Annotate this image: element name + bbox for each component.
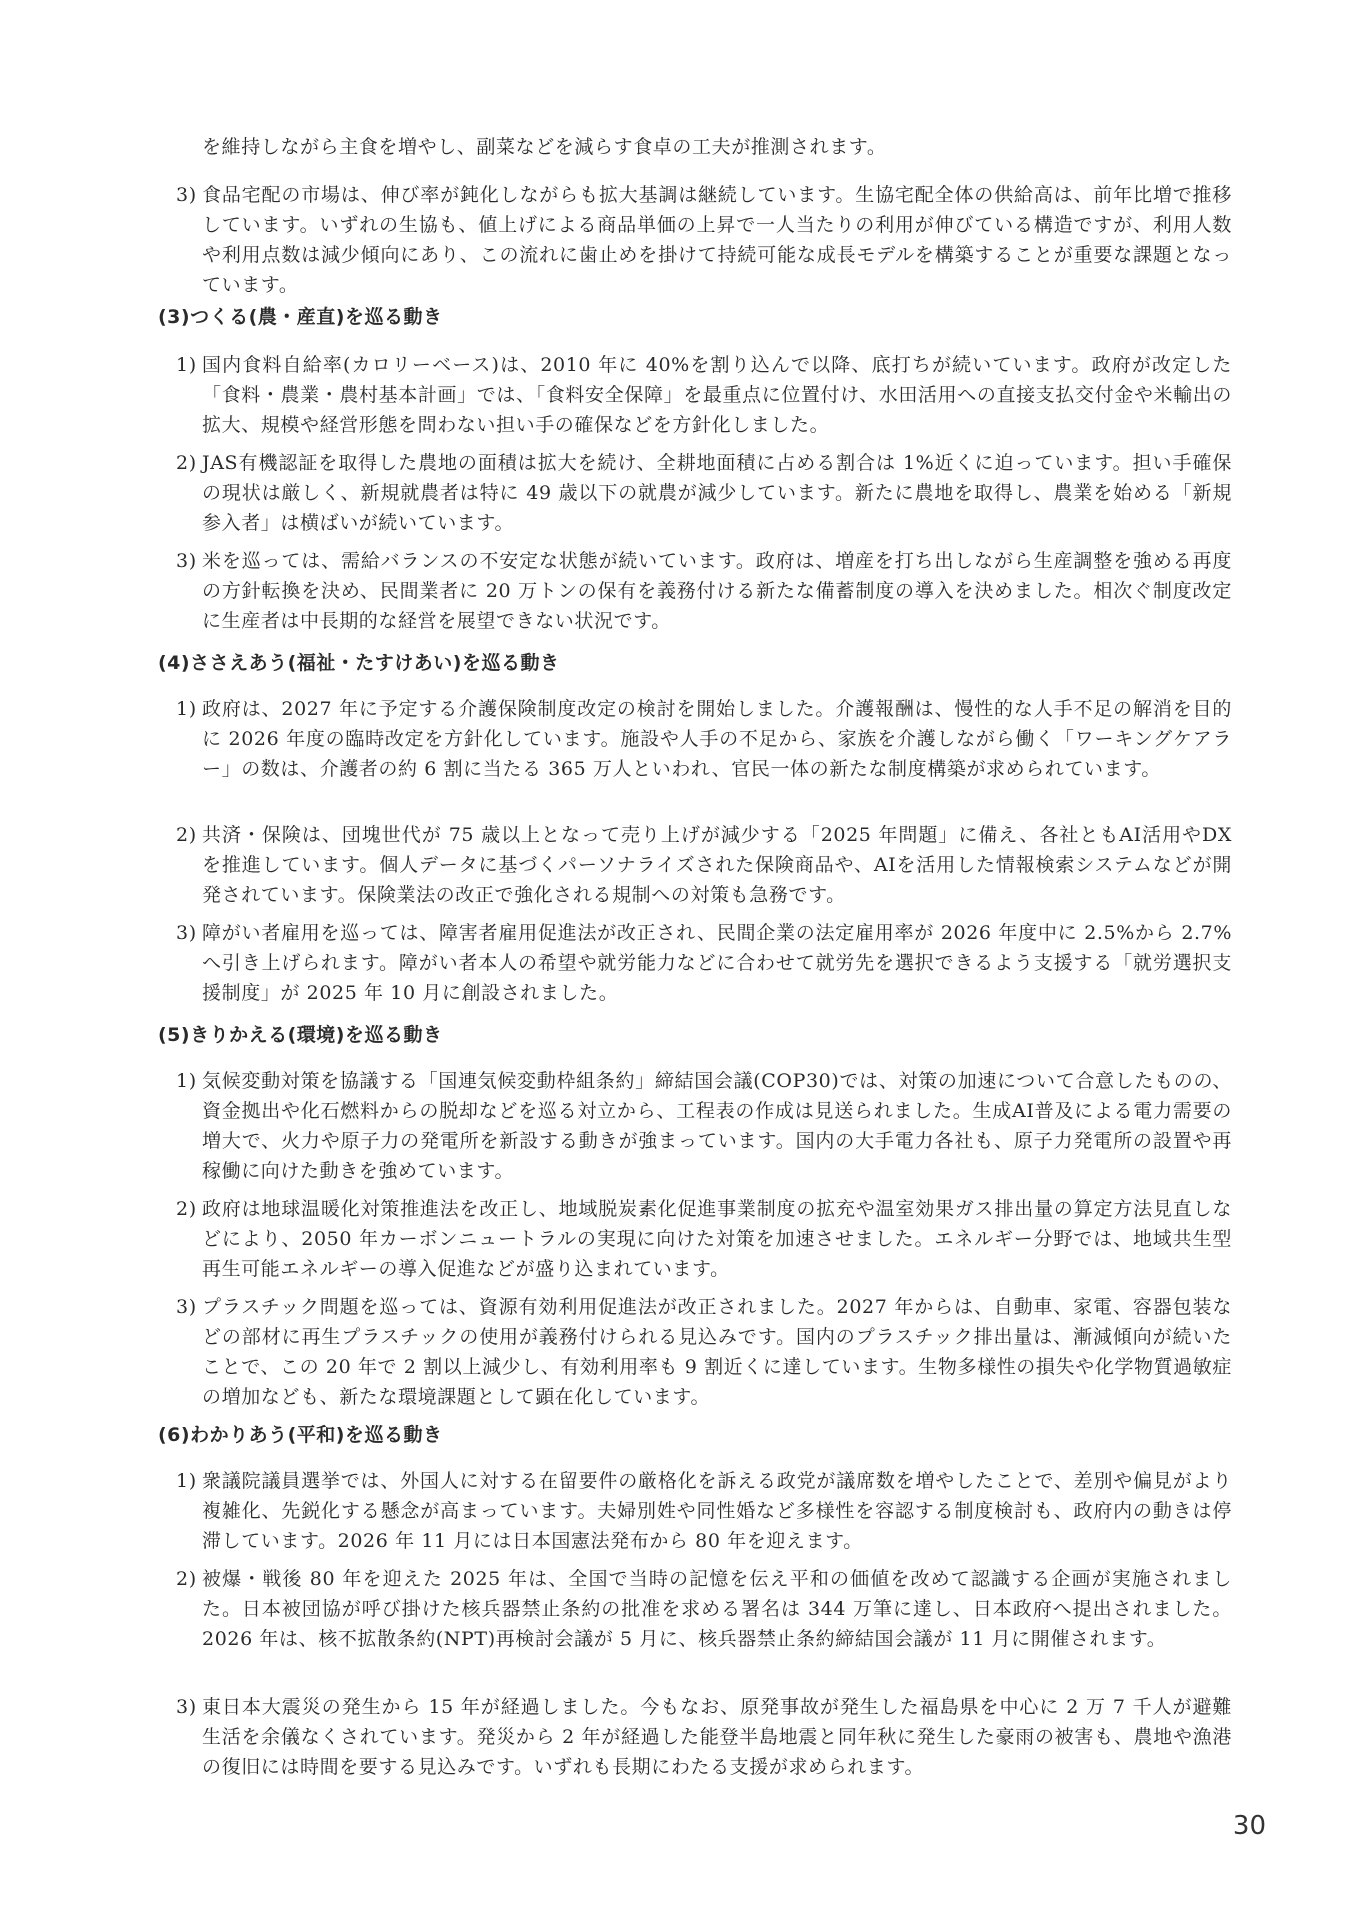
list-item-5-3 xyxy=(176,1292,1232,1412)
item-text: 政府は、2027 年に予定する介護保険制度改定の検討を開始しました。介護報酬は、慢性的な人手不足の解消を目的に 2026 年度の臨時改定を方針化しています。施設や人手の不足から、家族を介護しながら働く「ワーキングケアラー」の数は、介護者の約 6 割に当たる 365 万人といわれ、官民一体の新たな制度構築が求められています。 xyxy=(202,698,1232,780)
item-text: 国内食料自給率(カロリーベース)は、2010 年に 40%を割り込んで以降、底打ちが続いています。政府が改定した「食料・農業・農村基本計画」では、「食料安全保障」を最重点に位置付け、水田活用への直接支払交付金や米輸出の拡大、規模や経営形態を問わない担い手の確保などを方針化しました。 xyxy=(202,354,1232,436)
item-text: 被爆・戦後 80 年を迎えた 2025 年は、全国で当時の記憶を伝え平和の価値を改めて認識する企画が実施されました。日本被団協が呼び掛けた核兵器禁止条約の批准を求める署名は 344 万筆に達し、日本政府へ提出されました。2026 年は、核不拡散条約(NPT)再検討会議が 5 月に、核兵器禁止条約締結国会議が 11 月に開催されます。 xyxy=(202,1568,1232,1650)
item-text: 東日本大震災の発生から 15 年が経過しました。今もなお、原発事故が発生した福島県を中心に 2 万 7 千人が避難生活を余儀なくされています。発災から 2 年が経過した能登半島地震と同年秋に発生した豪雨の被害も、農地や漁港の復旧には時間を要する見込みです。いずれも長期にわたる支援が求められます。 xyxy=(202,1696,1232,1778)
item-number: 3) xyxy=(176,1696,197,1718)
item-number: 3) xyxy=(176,922,197,944)
item-text: 衆議院議員選挙では、外国人に対する在留要件の厳格化を訴える政党が議席数を増やしたことで、差別や偏見がより複雑化、先鋭化する懸念が高まっています。夫婦別姓や同性婚など多様性を容認する制度検討も、政府内の動きは停滞しています。2026 年 11 月には日本国憲法発布から 80 年を迎えます。 xyxy=(202,1470,1232,1552)
item-text: 共済・保険は、団塊世代が 75 歳以上となって売り上げが減少する「2025 年問題」に備え、各社ともAI活用やDXを推進しています。個人データに基づくパーソナライズされた保険商品や、AIを活用した情報検索システムなどが開発されています。保険業法の改正で強化される規制への対策も急務です。 xyxy=(202,824,1232,906)
list-item-4-1 xyxy=(176,694,1232,784)
list-item-4-2 xyxy=(176,820,1232,910)
item-number: 2) xyxy=(176,1568,197,1590)
list-item-3-1 xyxy=(176,350,1232,440)
item-number: 1) xyxy=(176,1470,197,1492)
list-item-6-2 xyxy=(176,1564,1232,1654)
section-heading-4: (4)ささえあう(福祉・たすけあい)を巡る動き xyxy=(158,652,560,674)
item-number: 1) xyxy=(176,354,197,376)
list-item-3-2 xyxy=(176,448,1232,538)
item-number: 2) xyxy=(176,824,197,846)
list-item-5-2 xyxy=(176,1194,1232,1284)
item-text: 米を巡っては、需給バランスの不安定な状態が続いています。政府は、増産を打ち出しながら生産調整を強める再度の方針転換を決め、民間業者に 20 万トンの保有を義務付ける新たな備蓄制度の導入を決めました。相次ぐ制度改定に生産者は中長期的な経営を展望できない状況です。 xyxy=(202,550,1232,632)
item-number: 1) xyxy=(176,698,197,720)
item-text: プラスチック問題を巡っては、資源有効利用促進法が改正されました。2027 年からは、自動車、家電、容器包装などの部材に再生プラスチックの使用が義務付けられる見込みです。国内のプラスチック排出量は、漸減傾向が続いたことで、この 20 年で 2 割以上減少し、有効利用率も 9 割近くに達しています。生物多様性の損失や化学物質過敏症の増加なども、新たな環境課題として顕在化しています。 xyxy=(202,1296,1232,1408)
list-item-intro-3 xyxy=(176,180,1232,300)
section-heading-6: (6)わかりあう(平和)を巡る動き xyxy=(158,1424,443,1446)
list-item-5-1 xyxy=(176,1066,1232,1186)
list-item-6-3 xyxy=(176,1692,1232,1782)
page-number: 30 xyxy=(1232,1811,1266,1841)
item-text: 政府は地球温暖化対策推進法を改正し、地域脱炭素化促進事業制度の拡充や温室効果ガス排出量の算定方法見直しなどにより、2050 年カーボンニュートラルの実現に向けた対策を加速させました。エネルギー分野では、地域共生型再生可能エネルギーの導入促進などが盛り込まれています。 xyxy=(202,1198,1232,1280)
item-text: JAS有機認証を取得した農地の面積は拡大を続け、全耕地面積に占める割合は 1%近くに迫っています。担い手確保の現状は厳しく、新規就農者は特に 49 歳以下の就農が減少しています。新たに農地を取得し、農業を始める「新規参入者」は横ばいが続いています。 xyxy=(202,452,1232,534)
item-number: 3) xyxy=(176,184,197,206)
item-text: 食品宅配の市場は、伸び率が鈍化しながらも拡大基調は継続しています。生協宅配全体の供給高は、前年比増で推移しています。いずれの生協も、値上げによる商品単価の上昇で一人当たりの利用が伸びている構造ですが、利用人数や利用点数は減少傾向にあり、この流れに歯止めを掛けて持続可能な成長モデルを構築することが重要な課題となっています。 xyxy=(202,184,1232,296)
list-item-3-3 xyxy=(176,546,1232,636)
intro-paragraph: を維持しながら主食を増やし、副菜などを減らす食卓の工夫が推測されます。 xyxy=(202,136,887,158)
list-item-4-3 xyxy=(176,918,1232,1008)
section-heading-3: (3)つくる(農・産直)を巡る動き xyxy=(158,306,443,328)
item-text: 気候変動対策を協議する「国連気候変動枠組条約」締結国会議(COP30)では、対策の加速について合意したものの、資金拠出や化石燃料からの脱却などを巡る対立から、工程表の作成は見送られました。生成AI普及による電力需要の増大で、火力や原子力の発電所を新設する動きが強まっています。国内の大手電力各社も、原子力発電所の設置や再稼働に向けた動きを強めています。 xyxy=(202,1070,1232,1182)
item-number: 1) xyxy=(176,1070,197,1092)
item-number: 2) xyxy=(176,1198,197,1220)
item-number: 3) xyxy=(176,1296,197,1318)
item-number: 3) xyxy=(176,550,197,572)
section-heading-5: (5)きりかえる(環境)を巡る動き xyxy=(158,1024,443,1046)
item-text: 障がい者雇用を巡っては、障害者雇用促進法が改正され、民間企業の法定雇用率が 2026 年度中に 2.5%から 2.7%へ引き上げられます。障がい者本人の希望や就労能力などに合わせて就労先を選択できるよう支援する「就労選択支援制度」が 2025 年 10 月に創設されました。 xyxy=(202,922,1232,1004)
list-item-6-1 xyxy=(176,1466,1232,1556)
item-number: 2) xyxy=(176,452,197,474)
